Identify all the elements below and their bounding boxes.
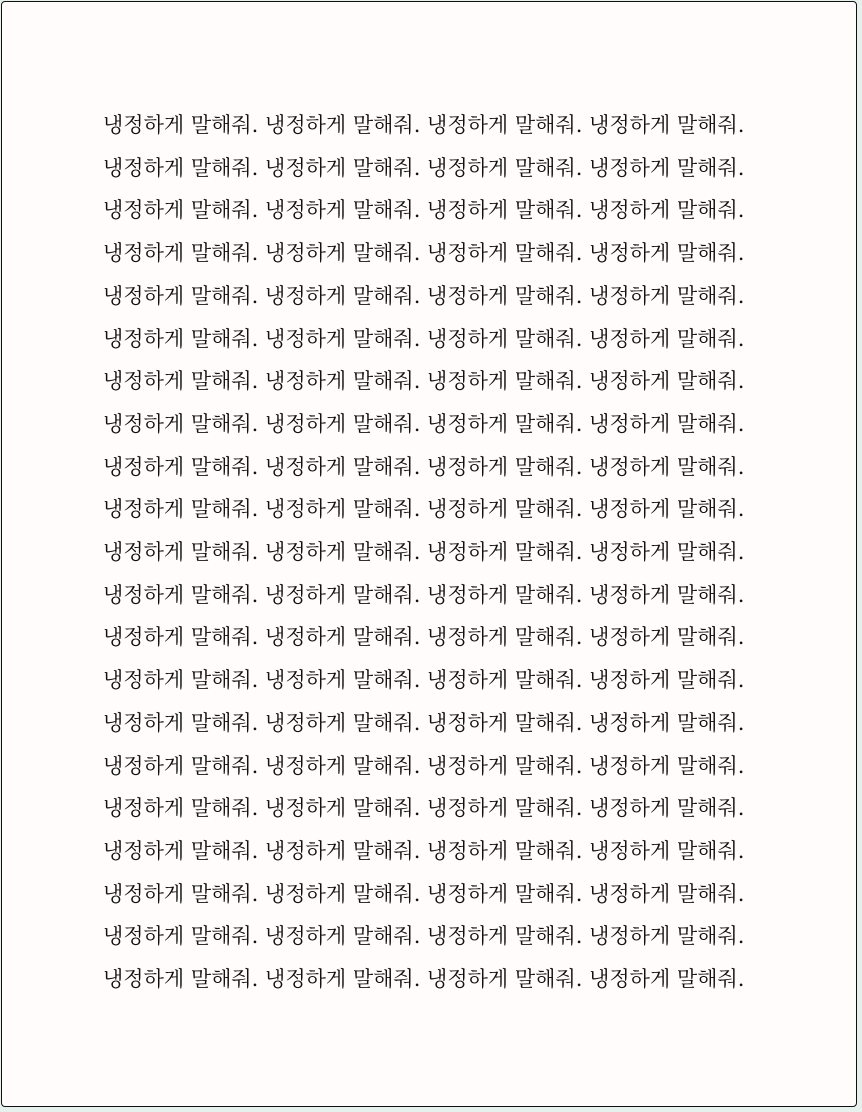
- body-paragraph: 냉정하게 말해줘. 냉정하게 말해줘. 냉정하게 말해줘. 냉정하게 말해줘. 냉정하게 말해줘. 냉정하게 말해줘. 냉정하게 말해줘. 냉정하게 말해줘. 냉정하게 말해줘. 냉정하게 말해줘. 냉정하게 말해줘. 냉정하게 말해줘. 냉정하게 말해줘. 냉정하게 말해줘. 냉정하게 말해줘. 냉정하게 말해줘. 냉정하게 말해줘. 냉정하게 말해줘. 냉정하게 말해줘. 냉정하게 말해줘. 냉정하게 말해줘. 냉정하게 말해줘. 냉정하게 말해줘. 냉정하게 말해줘. 냉정하게 말해줘. 냉정하게 말해줘. 냉정하게 말해줘. 냉정하게 말해줘. 냉정하게 말해줘. 냉정하게 말해줘. 냉정하게 말해줘. 냉정하게 말해줘. 냉정하게 말해줘. 냉정하게 말해줘. 냉정하게 말해줘. 냉정하게 말해줘. 냉정하게 말해줘. 냉정하게 말해줘. 냉정하게 말해줘. 냉정하게 말해줘. 냉정하게 말해줘. 냉정하게 말해줘. 냉정하게 말해줘. 냉정하게 말해줘. 냉정하게 말해줘. 냉정하게 말해줘. 냉정하게 말해줘. 냉정하게 말해줘. 냉정하게 말해줘. 냉정하게 말해줘. 냉정하게 말해줘. 냉정하게 말해줘. 냉정하게 말해줘. 냉정하게 말해줘. 냉정하게 말해줘. 냉정하게 말해줘. 냉정하게 말해줘. 냉정하게 말해줘. 냉정하게 말해줘. 냉정하게 말해줘. 냉정하게 말해줘. 냉정하게 말해줘. 냉정하게 말해줘. 냉정하게 말해줘. 냉정하게 말해줘. 냉정하게 말해줘. 냉정하게 말해줘. 냉정하게 말해줘. 냉정하게 말해줘. 냉정하게 말해줘. 냉정하게 말해줘. 냉정하게 말해줘. 냉정하게 말해줘. 냉정하게 말해줘. 냉정하게 말해줘. 냉정하게 말해줘. 냉정하게 말해줘. 냉정하게 말해줘. 냉정하게 말해줘. 냉정하게 말해줘. 냉정하게 말해줘. 냉정하게 말해줘. 냉정하게 말해줘. 냉정하게 말해줘.: [103, 113, 745, 992]
- document-page: [1, 1, 857, 1107]
